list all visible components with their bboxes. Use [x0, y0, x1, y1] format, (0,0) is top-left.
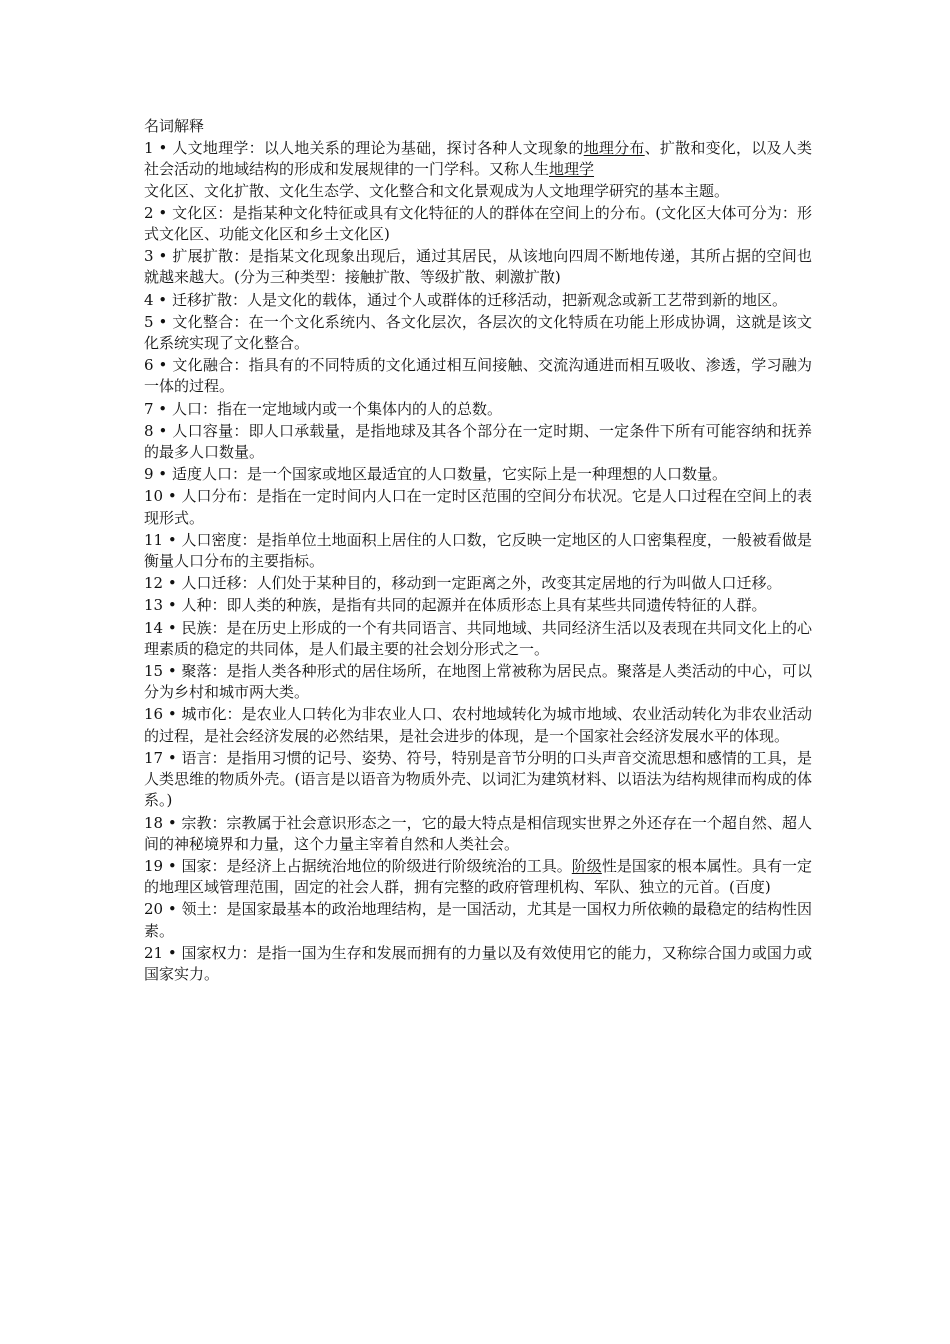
term-number: 17 • — [144, 748, 182, 767]
term-name: 国家权力 — [181, 943, 242, 962]
term-entry-16: 16 • 城市化：是农业人口转化为非农业人口、农村地域转化为城市地域、农业活动转化为非农业活动的过程，是社会经济发展的必然结果，是社会进步的体现，是一个国家社会经济发展水平的体现。 — [144, 705, 812, 745]
term-name: 人口容量 — [172, 421, 234, 440]
term-number: 10 • — [144, 487, 182, 506]
term-definition: 以人地关系的理论为基础，探讨各种人文现象的 — [263, 139, 584, 158]
term-definition: 是一个国家或地区最适宜的人口数量，它实际上是一种理想的人口数量。 — [246, 465, 727, 484]
term-definition: 是指单位土地面积上居住的人口数，它反映一定地区的人口密集程度，一般被看做是衡量人口分布的主要指标。 — [144, 530, 812, 571]
term-number: 21 • — [144, 943, 182, 962]
term-number: 6 • — [144, 356, 173, 375]
term-definition: 即人口承载量，是指地球及其各个部分在一定时期、一定条件下所有可能容纳和抚养的最多人口数量。 — [144, 421, 812, 462]
term-entry-18: 18 • 宗教：宗教属于社会意识形态之一，它的最大特点是相信现实世界之外还存在一个超自然、超人间的神秘境界和力量，这个力量主宰着自然和人类社会。 — [144, 813, 812, 853]
term-number: 12 • — [144, 574, 182, 593]
term-number: 8 • — [144, 421, 173, 440]
term-number: 5 • — [144, 312, 173, 331]
term-definition: 即人类的种族，是指有共同的起源并在体质形态上具有某些共同遗传特征的人群。 — [226, 596, 767, 615]
term-definition: 是指用习惯的记号、姿势、符号，特别是音节分明的口头声音交流思想和感情的工具，是人类思维的物质外壳。(语言是以语音为物质外壳、以词汇为建筑材料、以语法为结构规律而构成的体系。) — [144, 748, 812, 810]
term-entry-1: 1 • 人文地理学：以人地关系的理论为基础，探讨各种人文现象的地理分布、扩散和变化，以及人类社会活动的地域结构的形成和发展规律的一门学科。又称人生地理学 文化区、文化扩散、文化生态学、文化整合和文化景观成为人文地理学研究的基本主题。 — [144, 139, 812, 200]
term-definition: 在一个文化系统内、各文化层次，各层次的文化特质在功能上形成协调，这就是该文化系统实现了文化整合。 — [144, 312, 812, 353]
term-name: 民族 — [181, 618, 212, 637]
term-entry-17: 17 • 语言：是指用习惯的记号、姿势、符号，特别是音节分明的口头声音交流思想和感情的工具，是人类思维的物质外壳。(语言是以语音为物质外壳、以词汇为建筑材料、以语法为结构规律而构成的体系。) — [144, 748, 812, 810]
term-definition: 人是文化的载体，通过个人或群体的迁移活动，把新观念或新工艺带到新的地区。 — [246, 290, 787, 309]
term-definition: 是指人类各种形式的居住场所，在地图上常被称为居民点。聚落是人类活动的中心，可以分为乡村和城市两大类。 — [144, 662, 812, 702]
term-definition: 是在历史上形成的一个有共同语言、共同地域、共同经济生活以及表现在共同文化上的心理素质的稳定的共同体，是人们最主要的社会划分形式之一。 — [144, 618, 812, 658]
term-definition: 指在一定地域内或一个集体内的人的总数。 — [216, 399, 502, 418]
term-number: 11 • — [144, 530, 182, 549]
term-entry-5: 5 • 文化整合：在一个文化系统内、各文化层次，各层次的文化特质在功能上形成协调，这就是该文化系统实现了文化整合。 — [144, 312, 812, 353]
term-entry-11: 11 • 人口密度：是指单位土地面积上居住的人口数，它反映一定地区的人口密集程度，一般被看做是衡量人口分布的主要指标。 — [144, 530, 812, 571]
term-definition: 是国家最基本的政治地理结构，是一国活动，尤其是一国权力所依赖的最稳定的结构性因素。 — [144, 900, 812, 940]
term-name: 城市化 — [181, 705, 227, 724]
term-name: 文化融合 — [172, 356, 234, 375]
link-jieji[interactable]: 阶级 — [571, 856, 602, 875]
link-dilixue[interactable]: 地理学 — [549, 160, 595, 179]
term-number: 13 • — [144, 596, 182, 615]
link-dili-fenbu[interactable]: 地理分布 — [583, 139, 645, 158]
term-name: 国家 — [181, 856, 212, 875]
term-definition: 是指某文化现象出现后，通过其居民，从该地向四周不断地传递，其所占据的空间也就越来越大。(分为三种类型：接触扩散、等级扩散、刺激扩散) — [144, 247, 812, 287]
term-entry-2: 2 • 文化区：是指某种文化特征或具有文化特征的人的群体在空间上的分布。(文化区大体可分为：形式文化区、功能文化区和乡土文化区) — [144, 203, 812, 244]
term-name: 语言 — [181, 748, 212, 767]
term-name: 迁移扩散 — [171, 290, 232, 309]
term-name: 人口分布 — [181, 487, 242, 506]
term-number: 16 • — [144, 705, 182, 724]
term-entry-20: 20 • 领土：是国家最基本的政治地理结构，是一国活动，尤其是一国权力所依赖的最稳定的结构性因素。 — [144, 900, 812, 940]
term-number: 7 • — [144, 399, 172, 418]
term-name: 领土 — [181, 900, 212, 919]
term-number: 1 • — [144, 139, 173, 158]
term-definition: 是指在一定时间内人口在一定时区范围的空间分布状况。它是人口过程在空间上的表现形式。 — [144, 487, 812, 527]
term-entry-12: 12 • 人口迁移：人们处于某种目的，移动到一定距离之外，改变其定居地的行为叫做人口迁移。 — [144, 574, 782, 593]
term-number: 20 • — [144, 900, 182, 919]
term-number: 4 • — [144, 290, 172, 309]
term-number: 15 • — [144, 662, 182, 681]
term-entry-8: 8 • 人口容量：即人口承载量，是指地球及其各个部分在一定时期、一定条件下所有可能容纳和抚养的最多人口数量。 — [144, 421, 812, 462]
term-name: 文化区 — [172, 203, 218, 222]
term-definition-cont: 性是国家的根本属性。具有一定的地理区域管理范围，固定的社会人群，拥有完整的政府管理机构、军队、独立的元首。(百度) — [144, 856, 812, 897]
term-definition-cont: 、扩散和变化，以及人类社会活动的地域结构的形成和发展规律的一门学科。又称人生 — [144, 139, 812, 179]
term-number: 18 • — [144, 813, 182, 832]
term-definition: 是农业人口转化为非农业人口、农村地域转化为城市地域、农业活动转化为非农业活动的过程，是社会经济发展的必然结果，是社会进步的体现，是一个国家社会经济发展水平的体现。 — [144, 705, 812, 745]
term-number: 19 • — [144, 856, 182, 875]
term-name: 人文地理学 — [172, 139, 249, 158]
term-definition: 是指一国为生存和发展而拥有的力量以及有效使用它的能力，又称综合国力或国力或国家实力。 — [144, 943, 812, 983]
term-definition: 是经济上占据统治地位的阶级进行阶级统治的工具。 — [226, 856, 572, 875]
term-name: 人口 — [171, 399, 202, 418]
term-entry-21: 21 • 国家权力：是指一国为生存和发展而拥有的力量以及有效使用它的能力，又称综合国力或国力或国家实力。 — [144, 943, 812, 983]
term-name: 扩展扩散 — [172, 247, 234, 266]
term-entry-14: 14 • 民族：是在历史上形成的一个有共同语言、共同地域、共同经济生活以及表现在共同文化上的心理素质的稳定的共同体，是人们最主要的社会划分形式之一。 — [144, 618, 812, 658]
term-name: 适度人口 — [171, 465, 232, 484]
term-entry-3: 3 • 扩展扩散：是指某文化现象出现后，通过其居民，从该地向四周不断地传递，其所占据的空间也就越来越大。(分为三种类型：接触扩散、等级扩散、刺激扩散) — [144, 247, 812, 287]
term-definition: 人们处于某种目的，移动到一定距离之外，改变其定居地的行为叫做人口迁移。 — [256, 574, 782, 593]
term-name: 人口密度 — [181, 530, 242, 549]
term-number: 9 • — [144, 465, 172, 484]
term-entry-6: 6 • 文化融合：指具有的不同特质的文化通过相互间接触、交流沟通进而相互吸收、渗透，学习融为一体的过程。 — [144, 356, 812, 396]
term-entry-19: 19 • 国家：是经济上占据统治地位的阶级进行阶级统治的工具。阶级性是国家的根本属性。具有一定的地理区域管理范围，固定的社会人群，拥有完整的政府管理机构、军队、独立的元首。(百度) — [144, 856, 812, 897]
term-definition: 指具有的不同特质的文化通过相互间接触、交流沟通进而相互吸收、渗透，学习融为一体的过程。 — [144, 356, 812, 396]
term-entry-10: 10 • 人口分布：是指在一定时间内人口在一定时区范围的空间分布状况。它是人口过程在空间上的表现形式。 — [144, 487, 812, 527]
term-definition: 是指某种文化特征或具有文化特征的人的群体在空间上的分布。(文化区大体可分为：形式文化区、功能文化区和乡土文化区) — [144, 203, 812, 244]
term-definition-extra: 文化区、文化扩散、文化生态学、文化整合和文化景观成为人文地理学研究的基本主题。 — [144, 181, 730, 200]
term-definition: 宗教属于社会意识形态之一，它的最大特点是相信现实世界之外还存在一个超自然、超人间的神秘境界和力量，这个力量主宰着自然和人类社会。 — [144, 813, 812, 853]
term-number: 14 • — [144, 618, 182, 637]
term-name: 文化整合 — [172, 312, 234, 331]
term-name: 人口迁移 — [181, 574, 242, 593]
term-entry-15: 15 • 聚落：是指人类各种形式的居住场所，在地图上常被称为居民点。聚落是人类活动的中心，可以分为乡村和城市两大类。 — [144, 662, 812, 702]
term-name: 宗教 — [181, 813, 212, 832]
term-entry-13: 13 • 人种：即人类的种族，是指有共同的起源并在体质形态上具有某些共同遗传特征的人群。 — [144, 596, 767, 615]
term-entry-7: 7 • 人口：指在一定地域内或一个集体内的人的总数。 — [144, 399, 502, 418]
term-name: 聚落 — [181, 662, 212, 681]
term-number: 3 • — [144, 247, 173, 266]
term-entry-9: 9 • 适度人口：是一个国家或地区最适宜的人口数量，它实际上是一种理想的人口数量。 — [144, 465, 727, 484]
document-title: 名词解释 — [144, 117, 205, 135]
term-name: 人种 — [181, 596, 212, 615]
term-entry-4: 4 • 迁移扩散：人是文化的载体，通过个人或群体的迁移活动，把新观念或新工艺带到新的地区。 — [144, 290, 787, 309]
term-number: 2 • — [144, 203, 173, 222]
document-body — [144, 116, 812, 986]
